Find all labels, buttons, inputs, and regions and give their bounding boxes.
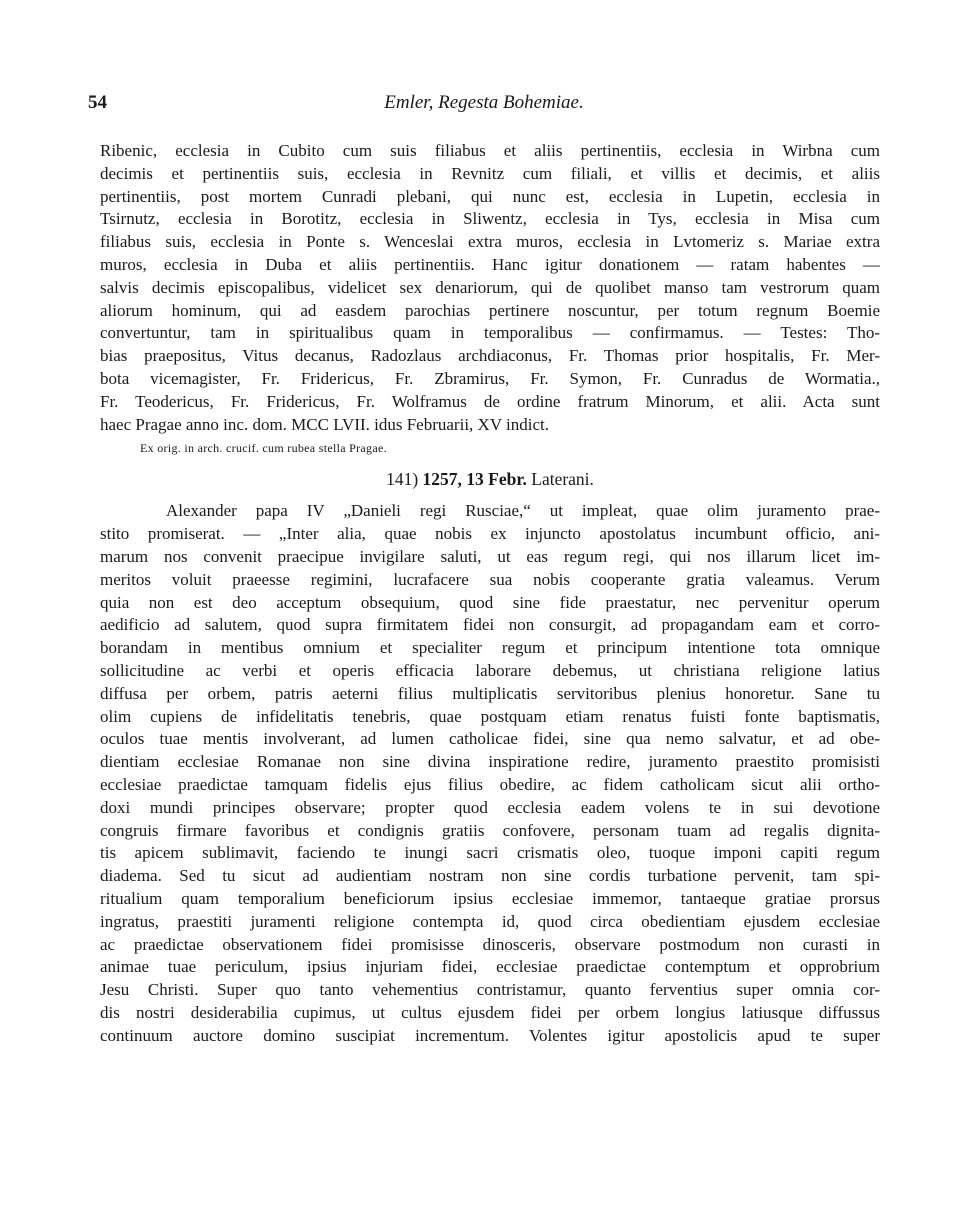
text-line: ac praedictae observationem fidei promisisse dinosceris, observare postmodum non curasti in	[100, 934, 880, 954]
page-header	[88, 92, 880, 120]
page-number: 54	[88, 92, 107, 113]
text-line: continuum auctore domino suscipiat incrementum. Volentes igitur apostolicis apud te super	[100, 1025, 880, 1045]
text-line: convertuntur, tam in spiritualibus quam in temporalibus — confirmamus. — Testes: Tho-	[100, 323, 880, 343]
text-line: oculos tuae mentis involverant, ad lumen catholicae fidei, sine qua nemo salvatur, et ad obe-	[100, 729, 880, 749]
text-line: tis apicem sublimavit, faciendo te inungi sacri crismatis oleo, tuoque imponi capiti regum	[100, 843, 880, 863]
running-title: Emler, Regesta Bohemiae.	[384, 92, 584, 113]
text-line: marum nos convenit praecipue invigilare saluti, ut eas regum regi, qui nos illarum licet im-	[100, 546, 880, 566]
document-number: 141)	[386, 469, 419, 490]
text-line: Fr. Teodericus, Fr. Fridericus, Fr. Wolframus de ordine fratrum Minorum, et alii. Acta sunt	[100, 391, 880, 411]
text-line: doxi mundi principes observare; propter quod ecclesia eadem volens te in sui devotione	[100, 797, 880, 817]
text-line: animae tuae periculum, ipsius injuriam fidei, ecclesiae praedictae contemptum et opprobrium	[100, 957, 880, 977]
text-line: sollicitudine ac verbi et operis efficacia laborare debemus, ut christiana religione latius	[100, 660, 880, 680]
document-heading	[100, 464, 880, 494]
text-line: Tsirnutz, ecclesia in Borotitz, ecclesia in Sliwentz, ecclesia in Tys, ecclesia in Misa cum	[100, 209, 880, 229]
text-line: diffusa per orbem, patris aeterni filius multiplicatis servitoribus plenius honoretur. Sane tu	[100, 683, 880, 703]
text-line: ingratus, praestiti juramenti religione contempta id, quod circa obedientiam ejusdem ecclesiae	[100, 911, 880, 931]
text-line: salvis decimis episcopalibus, videlicet sex denariorum, qui de quolibet manso tam vestrorum quam	[100, 277, 880, 297]
text-line: quia non est deo acceptum obsequium, quod sine fide praestatur, nec pervenitur operum	[100, 592, 880, 612]
text-line: diadema. Sed tu sicut ad audientiam nostram non sine cordis turbatione pervenit, tam spi-	[100, 866, 880, 886]
text-line: dis nostri desiderabilia cupimus, ut cultus ejusdem fidei per orbem longius latiusque diffussus	[100, 1002, 880, 1022]
text-line: congruis firmare favoribus et condignis gratiis confovere, personam tuam ad regalis dignita-	[100, 820, 880, 840]
paragraph-continuation	[100, 140, 880, 436]
page-body	[100, 140, 880, 1047]
text-line: Alexander papa IV „Danieli regi Rusciae,“ ut impleat, quae olim juramento prae-	[166, 501, 880, 521]
text-line: decimis et pertinentiis suis, ecclesia in Revnitz cum filiali, et villis et decimis, et aliis	[100, 163, 880, 183]
text-line: Ribenic, ecclesia in Cubito cum suis filiabus et aliis pertinentiis, ecclesia in Wirbna cum	[100, 141, 880, 160]
paragraph-document-text	[100, 500, 880, 1047]
source-note: Ex orig. in arch. crucif. cum rubea stella Pragae.	[140, 441, 387, 456]
text-line: dientiam ecclesiae Romanae non sine divina inspiratione redire, juramento praestito promisisti	[100, 752, 880, 772]
text-line: pertinentiis, post mortem Cunradi plebani, qui nunc est, ecclesia in Lupetin, ecclesia in	[100, 186, 880, 206]
text-line: borandam in mentibus omnium et specialiter regum et principum intentione tota omnique	[100, 638, 880, 658]
document-date: 1257, 13 Febr.	[422, 469, 527, 490]
text-line: Jesu Christi. Super quo tanto vehementius contristamur, quanto ferventius super omnia cor-	[100, 980, 880, 1000]
text-line: aedificio ad salutem, quod supra firmitatem fidei non consurgit, ad propagandam eam et corro-	[100, 615, 880, 635]
text-line: olim cupiens de infidelitatis tenebris, quae postquam etiam renatus fuisti fonte baptismatis,	[100, 706, 880, 726]
text-line: bias praepositus, Vitus decanus, Radozlaus archdiaconus, Fr. Thomas prior hospitalis, Fr. Mer-	[100, 346, 880, 366]
text-line: muros, ecclesia in Duba et aliis pertinentiis. Hanc igitur donationem — ratam habentes —	[100, 254, 880, 274]
text-line: stito promiserat. — „Inter alia, quae nobis ex injuncto apostolatus incumbunt officio, ani-	[100, 524, 880, 544]
text-line: ecclesiae praedictae tamquam fidelis ejus filius obedire, ac fidem catholicam sicut alii ortho-	[100, 774, 880, 794]
text-line: bota vicemagister, Fr. Fridericus, Fr. Zbramirus, Fr. Symon, Fr. Cunradus de Wormatia.,	[100, 368, 880, 388]
text-line: filiabus suis, ecclesia in Ponte s. Wenceslai extra muros, ecclesia in Lvtomeriz s. Mariae extra	[100, 232, 880, 252]
text-line: ritualium quam temporalium beneficiorum ipsius ecclesiae immemor, tantaeque gratiae prorsus	[100, 888, 880, 908]
document-place: Laterani.	[531, 469, 594, 490]
text-line: haec Pragae anno inc. dom. MCC LVII. idus Februarii, XV indict.	[100, 414, 550, 434]
text-line: aliorum hominum, qui ad easdem parochias pertinere noscuntur, per totum regnum Boemie	[100, 300, 880, 320]
text-line: meritos voluit praeesse regimini, lucrafacere sua nobis cooperante gratia valeamus. Verum	[100, 569, 880, 589]
